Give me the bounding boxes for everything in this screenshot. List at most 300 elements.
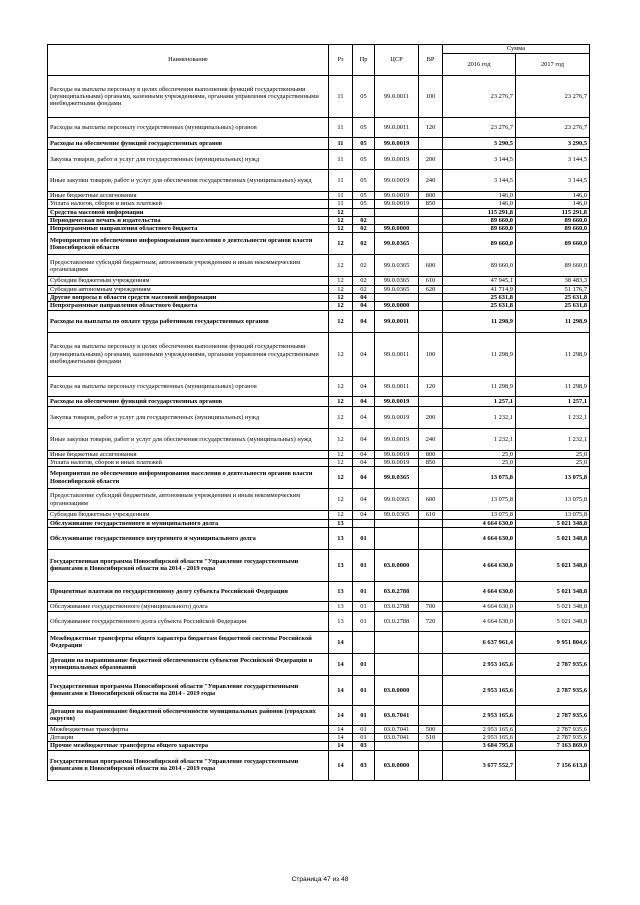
cell-vr: 120 bbox=[419, 376, 443, 396]
cell-v2016: 89 660,0 bbox=[443, 225, 516, 233]
cell-name: Субсидии автономным учреждениям bbox=[48, 285, 329, 293]
cell-csr: 03.0.0000 bbox=[375, 750, 419, 780]
cell-name: Обслуживание государственного (муниципального) долга bbox=[48, 601, 329, 611]
cell-name: Расходы на выплаты персоналу государственных (муниципальных) органов bbox=[48, 376, 329, 396]
cell-name: Дотации на выравнивание бюджетной обеспеченности субъектов Российской Федерации и муниципальных образований bbox=[48, 653, 329, 675]
cell-name: Расходы на выплаты персоналу государственных (муниципальных) органов bbox=[48, 118, 329, 138]
cell-rz: 11 bbox=[329, 150, 353, 170]
cell-v2016: 2 953 165,6 bbox=[443, 675, 516, 705]
cell-pr: 01 bbox=[353, 611, 375, 631]
cell-name: Процентные платежи по государственному долгу субъекта Российской Федерации bbox=[48, 581, 329, 601]
cell-v2017: 25 631,8 bbox=[516, 294, 590, 302]
cell-vr: 610 bbox=[419, 511, 443, 519]
cell-pr: 04 bbox=[353, 450, 375, 458]
cell-vr bbox=[419, 581, 443, 601]
cell-rz: 13 bbox=[329, 527, 353, 549]
cell-csr: 99.0.0019 bbox=[375, 428, 419, 450]
table-row bbox=[48, 734, 590, 742]
cell-vr bbox=[419, 527, 443, 549]
table-row bbox=[48, 601, 590, 611]
table-row bbox=[48, 233, 590, 255]
cell-rz: 12 bbox=[329, 277, 353, 285]
cell-name: Обслуживание государственного и муниципального долга bbox=[48, 519, 329, 527]
cell-csr: 99.0.0365 bbox=[375, 489, 419, 511]
cell-vr bbox=[419, 233, 443, 255]
cell-rz: 13 bbox=[329, 549, 353, 581]
header-sum: Сумма bbox=[443, 45, 590, 54]
cell-v2017: 11 298,9 bbox=[516, 376, 590, 396]
cell-pr bbox=[353, 631, 375, 653]
cell-rz: 13 bbox=[329, 601, 353, 611]
table-row bbox=[48, 450, 590, 458]
table-row bbox=[48, 750, 590, 780]
cell-pr: 02 bbox=[353, 285, 375, 293]
table-row bbox=[48, 150, 590, 170]
cell-rz: 12 bbox=[329, 255, 353, 277]
cell-v2016: 4 664 630,0 bbox=[443, 527, 516, 549]
table-row bbox=[48, 76, 590, 118]
cell-v2017: 89 660,0 bbox=[516, 255, 590, 277]
cell-v2016: 25,0 bbox=[443, 450, 516, 458]
cell-name: Предоставление субсидий бюджетным, автономным учреждениям и иным некоммерческим организациям bbox=[48, 255, 329, 277]
cell-csr bbox=[375, 208, 419, 216]
cell-csr bbox=[375, 631, 419, 653]
cell-name: Дотации bbox=[48, 734, 329, 742]
budget-table bbox=[47, 44, 590, 781]
cell-name: Субсидии бюджетным учреждениям bbox=[48, 511, 329, 519]
cell-vr: 510 bbox=[419, 734, 443, 742]
cell-csr: 99.0.0019 bbox=[375, 170, 419, 192]
cell-vr: 240 bbox=[419, 428, 443, 450]
cell-v2016: 146,0 bbox=[443, 192, 516, 200]
cell-name: Мероприятия по обеспечению информирования населения о деятельности органов власти Новосибирской области bbox=[48, 233, 329, 255]
cell-csr: 99.0.0019 bbox=[375, 192, 419, 200]
cell-v2016: 2 953 165,6 bbox=[443, 725, 516, 733]
cell-vr bbox=[419, 208, 443, 216]
cell-name: Государственная программа Новосибирской области "Управление государственными финансами в Новосибирской области на 2014 - 2019 годы bbox=[48, 549, 329, 581]
cell-pr: 04 bbox=[353, 428, 375, 450]
cell-v2016: 3 290,5 bbox=[443, 138, 516, 150]
cell-csr: 03.0.2788 bbox=[375, 611, 419, 631]
cell-csr bbox=[375, 742, 419, 750]
cell-csr: 99.0.0011 bbox=[375, 376, 419, 396]
table-row bbox=[48, 332, 590, 376]
cell-rz: 14 bbox=[329, 742, 353, 750]
table-row bbox=[48, 527, 590, 549]
page-number: Страница 47 из 48 bbox=[291, 876, 349, 883]
table-row bbox=[48, 611, 590, 631]
cell-name: Периодическая печать и издательства bbox=[48, 216, 329, 224]
cell-name: Иные закупки товаров, работ и услуг для обеспечения государственных (муниципальных) нужд bbox=[48, 170, 329, 192]
cell-vr: 600 bbox=[419, 255, 443, 277]
cell-csr: 99.0.0019 bbox=[375, 138, 419, 150]
cell-pr: 01 bbox=[353, 581, 375, 601]
cell-v2017: 38 483,3 bbox=[516, 277, 590, 285]
cell-v2016: 25,0 bbox=[443, 458, 516, 466]
header-name: Наименование bbox=[48, 45, 329, 76]
table-row bbox=[48, 225, 590, 233]
cell-vr bbox=[419, 653, 443, 675]
cell-vr: 600 bbox=[419, 489, 443, 511]
table-row bbox=[48, 285, 590, 293]
cell-pr: 04 bbox=[353, 489, 375, 511]
cell-vr bbox=[419, 138, 443, 150]
cell-csr: 03.0.7041 bbox=[375, 705, 419, 725]
cell-rz: 12 bbox=[329, 285, 353, 293]
cell-pr: 04 bbox=[353, 511, 375, 519]
cell-csr: 99.0.0019 bbox=[375, 458, 419, 466]
header-vr: ВР bbox=[419, 45, 443, 76]
cell-v2017: 146,0 bbox=[516, 192, 590, 200]
cell-v2017: 13 075,8 bbox=[516, 467, 590, 489]
cell-rz: 13 bbox=[329, 581, 353, 601]
cell-v2016: 11 298,9 bbox=[443, 376, 516, 396]
table-row bbox=[48, 294, 590, 302]
table-row bbox=[48, 255, 590, 277]
cell-rz: 14 bbox=[329, 750, 353, 780]
header-rz: Рз bbox=[329, 45, 353, 76]
cell-pr bbox=[353, 208, 375, 216]
cell-pr: 05 bbox=[353, 192, 375, 200]
table-row bbox=[48, 200, 590, 208]
cell-vr: 800 bbox=[419, 450, 443, 458]
cell-pr: 03 bbox=[353, 742, 375, 750]
cell-csr: 03.0.2788 bbox=[375, 601, 419, 611]
cell-vr: 720 bbox=[419, 611, 443, 631]
cell-pr: 01 bbox=[353, 675, 375, 705]
cell-v2016: 23 276,7 bbox=[443, 118, 516, 138]
cell-v2017: 11 298,9 bbox=[516, 332, 590, 376]
cell-name: Закупка товаров, работ и услуг для государственных (муниципальных) нужд bbox=[48, 150, 329, 170]
cell-v2016: 1 232,1 bbox=[443, 428, 516, 450]
cell-v2017: 5 021 348,8 bbox=[516, 527, 590, 549]
cell-csr: 99.0.0019 bbox=[375, 396, 419, 406]
table-row bbox=[48, 138, 590, 150]
cell-v2017: 2 787 935,6 bbox=[516, 705, 590, 725]
cell-rz: 13 bbox=[329, 611, 353, 631]
cell-csr: 99.0.0365 bbox=[375, 285, 419, 293]
cell-vr bbox=[419, 549, 443, 581]
cell-rz: 12 bbox=[329, 428, 353, 450]
cell-pr: 02 bbox=[353, 277, 375, 285]
cell-pr: 01 bbox=[353, 549, 375, 581]
cell-v2017: 23 276,7 bbox=[516, 76, 590, 118]
cell-name: Расходы на выплаты по оплате труда работников государственных органов bbox=[48, 310, 329, 332]
cell-v2016: 146,0 bbox=[443, 200, 516, 208]
cell-name: Иные бюджетные ассигнования bbox=[48, 450, 329, 458]
cell-csr: 03.0.7041 bbox=[375, 725, 419, 733]
cell-rz: 11 bbox=[329, 192, 353, 200]
cell-rz: 12 bbox=[329, 302, 353, 310]
cell-pr: 01 bbox=[353, 725, 375, 733]
cell-name: Мероприятия по обеспечению информирования населения о деятельности органов власти Новосибирской области bbox=[48, 467, 329, 489]
cell-pr: 04 bbox=[353, 332, 375, 376]
header-csr: ЦСР bbox=[375, 45, 419, 76]
cell-v2016: 47 945,1 bbox=[443, 277, 516, 285]
cell-v2016: 3 144,5 bbox=[443, 170, 516, 192]
cell-name: Государственная программа Новосибирской области "Управление государственными финансами в Новосибирской области на 2014 - 2019 годы bbox=[48, 750, 329, 780]
cell-csr: 99.0.0000 bbox=[375, 225, 419, 233]
cell-v2017: 3 144,5 bbox=[516, 150, 590, 170]
cell-pr: 04 bbox=[353, 467, 375, 489]
cell-name: Уплата налогов, сборов и иных платежей bbox=[48, 458, 329, 466]
cell-rz: 12 bbox=[329, 208, 353, 216]
cell-v2017: 5 021 348,8 bbox=[516, 601, 590, 611]
cell-pr: 01 bbox=[353, 705, 375, 725]
cell-rz: 12 bbox=[329, 458, 353, 466]
cell-vr bbox=[419, 742, 443, 750]
table-row bbox=[48, 192, 590, 200]
cell-csr: 99.0.0019 bbox=[375, 406, 419, 428]
cell-vr bbox=[419, 216, 443, 224]
cell-name: Другие вопросы в области средств массовой информации bbox=[48, 294, 329, 302]
cell-v2017: 5 021 348,8 bbox=[516, 519, 590, 527]
cell-name: Межбюджетные трансферты общего характера бюджетам бюджетной системы Российской Федерации bbox=[48, 631, 329, 653]
cell-v2016: 11 298,9 bbox=[443, 332, 516, 376]
cell-csr: 03.0.7041 bbox=[375, 734, 419, 742]
cell-csr: 99.0.0019 bbox=[375, 200, 419, 208]
cell-name: Субсидии бюджетным учреждениям bbox=[48, 277, 329, 285]
cell-v2017: 89 660,0 bbox=[516, 233, 590, 255]
cell-pr: 04 bbox=[353, 302, 375, 310]
cell-name: Иные закупки товаров, работ и услуг для обеспечения государственных (муниципальных) нужд bbox=[48, 428, 329, 450]
cell-v2016: 1 232,1 bbox=[443, 406, 516, 428]
cell-pr: 05 bbox=[353, 118, 375, 138]
cell-v2017: 25,0 bbox=[516, 450, 590, 458]
table-row bbox=[48, 376, 590, 396]
table-row bbox=[48, 489, 590, 511]
cell-v2017: 7 163 869,0 bbox=[516, 742, 590, 750]
cell-name: Закупка товаров, работ и услуг для государственных (муниципальных) нужд bbox=[48, 406, 329, 428]
cell-csr: 99.0.0011 bbox=[375, 332, 419, 376]
cell-pr: 01 bbox=[353, 601, 375, 611]
cell-v2016: 89 660,0 bbox=[443, 255, 516, 277]
cell-rz: 12 bbox=[329, 406, 353, 428]
cell-pr: 04 bbox=[353, 310, 375, 332]
cell-vr bbox=[419, 705, 443, 725]
table-row bbox=[48, 458, 590, 466]
cell-name: Обслуживание государственного внутреннего и муниципального долга bbox=[48, 527, 329, 549]
cell-v2017: 1 257,1 bbox=[516, 396, 590, 406]
cell-v2016: 13 075,8 bbox=[443, 511, 516, 519]
cell-vr: 100 bbox=[419, 76, 443, 118]
cell-csr: 99.0.0365 bbox=[375, 467, 419, 489]
cell-v2016: 6 637 961,4 bbox=[443, 631, 516, 653]
cell-csr: 99.0.0011 bbox=[375, 118, 419, 138]
cell-v2016: 25 631,8 bbox=[443, 302, 516, 310]
cell-rz: 12 bbox=[329, 376, 353, 396]
cell-v2016: 41 714,9 bbox=[443, 285, 516, 293]
cell-vr: 100 bbox=[419, 332, 443, 376]
cell-name: Межбюджетные трансферты bbox=[48, 725, 329, 733]
cell-v2017: 3 290,5 bbox=[516, 138, 590, 150]
cell-vr bbox=[419, 631, 443, 653]
table-row bbox=[48, 277, 590, 285]
cell-v2017: 23 276,7 bbox=[516, 118, 590, 138]
cell-v2017: 2 787 935,6 bbox=[516, 725, 590, 733]
cell-csr bbox=[375, 653, 419, 675]
cell-v2016: 2 953 165,6 bbox=[443, 734, 516, 742]
cell-v2016: 2 953 165,6 bbox=[443, 653, 516, 675]
cell-rz: 14 bbox=[329, 631, 353, 653]
cell-rz: 12 bbox=[329, 396, 353, 406]
cell-vr bbox=[419, 294, 443, 302]
cell-rz: 14 bbox=[329, 725, 353, 733]
cell-pr: 02 bbox=[353, 233, 375, 255]
table-row bbox=[48, 428, 590, 450]
header-year-2016: 2016 год bbox=[443, 54, 516, 76]
cell-pr: 04 bbox=[353, 406, 375, 428]
table-row bbox=[48, 170, 590, 192]
table-row bbox=[48, 742, 590, 750]
table-row bbox=[48, 396, 590, 406]
cell-name: Расходы на обеспечение функций государственных органов bbox=[48, 396, 329, 406]
cell-vr bbox=[419, 302, 443, 310]
cell-rz: 12 bbox=[329, 450, 353, 458]
cell-v2016: 3 684 795,8 bbox=[443, 742, 516, 750]
table-row bbox=[48, 581, 590, 601]
cell-vr: 200 bbox=[419, 406, 443, 428]
cell-v2017: 115 291,8 bbox=[516, 208, 590, 216]
cell-vr: 850 bbox=[419, 458, 443, 466]
table-row bbox=[48, 511, 590, 519]
table-row bbox=[48, 216, 590, 224]
cell-v2016: 89 660,0 bbox=[443, 233, 516, 255]
cell-v2017: 25,0 bbox=[516, 458, 590, 466]
cell-pr: 05 bbox=[353, 76, 375, 118]
cell-v2016: 3 144,5 bbox=[443, 150, 516, 170]
cell-pr: 04 bbox=[353, 294, 375, 302]
cell-vr: 610 bbox=[419, 277, 443, 285]
cell-pr: 05 bbox=[353, 138, 375, 150]
cell-v2017: 89 660,0 bbox=[516, 216, 590, 224]
cell-csr: 03.0.0000 bbox=[375, 675, 419, 705]
cell-pr: 04 bbox=[353, 376, 375, 396]
cell-v2017: 2 787 935,6 bbox=[516, 653, 590, 675]
cell-vr bbox=[419, 310, 443, 332]
cell-v2017: 11 298,9 bbox=[516, 310, 590, 332]
cell-vr: 850 bbox=[419, 200, 443, 208]
cell-v2017: 146,0 bbox=[516, 200, 590, 208]
cell-pr: 01 bbox=[353, 527, 375, 549]
cell-vr: 200 bbox=[419, 150, 443, 170]
cell-name: Иные бюджетные ассигнования bbox=[48, 192, 329, 200]
cell-pr: 05 bbox=[353, 150, 375, 170]
cell-v2016: 1 257,1 bbox=[443, 396, 516, 406]
cell-rz: 12 bbox=[329, 310, 353, 332]
table-row bbox=[48, 549, 590, 581]
table-row bbox=[48, 118, 590, 138]
cell-pr: 02 bbox=[353, 216, 375, 224]
cell-vr bbox=[419, 467, 443, 489]
table-row bbox=[48, 208, 590, 216]
cell-csr: 99.0.0365 bbox=[375, 233, 419, 255]
header-pr: Пр bbox=[353, 45, 375, 76]
cell-v2017: 13 075,8 bbox=[516, 489, 590, 511]
cell-v2017: 13 075,8 bbox=[516, 511, 590, 519]
cell-vr bbox=[419, 396, 443, 406]
table-body bbox=[48, 76, 590, 781]
cell-v2017: 2 787 935,6 bbox=[516, 675, 590, 705]
cell-name: Расходы на обеспечение функций государственных органов bbox=[48, 138, 329, 150]
cell-rz: 14 bbox=[329, 705, 353, 725]
table-row bbox=[48, 705, 590, 725]
cell-vr: 500 bbox=[419, 725, 443, 733]
cell-name: Средства массовой информации bbox=[48, 208, 329, 216]
cell-rz: 11 bbox=[329, 200, 353, 208]
table-header bbox=[48, 45, 590, 76]
cell-v2017: 1 232,1 bbox=[516, 406, 590, 428]
cell-pr: 02 bbox=[353, 225, 375, 233]
cell-vr: 120 bbox=[419, 118, 443, 138]
cell-name: Расходы на выплаты персоналу в целях обеспечения выполнения функций государственными (муниципальными) органами, казенными учреждениями, органами управления государственными внебюджетными фондами bbox=[48, 332, 329, 376]
cell-v2016: 2 953 165,6 bbox=[443, 705, 516, 725]
cell-csr bbox=[375, 216, 419, 224]
cell-rz: 14 bbox=[329, 734, 353, 742]
cell-rz: 12 bbox=[329, 332, 353, 376]
cell-v2017: 25 631,8 bbox=[516, 302, 590, 310]
cell-csr: 99.0.0365 bbox=[375, 255, 419, 277]
cell-v2016: 4 664 630,0 bbox=[443, 611, 516, 631]
cell-v2017: 3 144,5 bbox=[516, 170, 590, 192]
cell-rz: 12 bbox=[329, 467, 353, 489]
cell-csr: 03.0.2788 bbox=[375, 581, 419, 601]
cell-rz: 12 bbox=[329, 511, 353, 519]
cell-vr: 700 bbox=[419, 601, 443, 611]
table-row bbox=[48, 310, 590, 332]
cell-vr bbox=[419, 519, 443, 527]
cell-rz: 13 bbox=[329, 519, 353, 527]
cell-vr bbox=[419, 675, 443, 705]
cell-rz: 14 bbox=[329, 675, 353, 705]
cell-v2016: 3 677 552,7 bbox=[443, 750, 516, 780]
cell-rz: 11 bbox=[329, 118, 353, 138]
cell-v2016: 4 664 630,0 bbox=[443, 601, 516, 611]
cell-rz: 12 bbox=[329, 216, 353, 224]
table-row bbox=[48, 519, 590, 527]
cell-v2016: 4 664 630,0 bbox=[443, 549, 516, 581]
cell-csr: 03.0.0000 bbox=[375, 549, 419, 581]
cell-v2017: 51 176,7 bbox=[516, 285, 590, 293]
cell-pr: 01 bbox=[353, 734, 375, 742]
cell-v2016: 4 664 630,0 bbox=[443, 581, 516, 601]
cell-rz: 12 bbox=[329, 294, 353, 302]
table-row bbox=[48, 653, 590, 675]
cell-pr: 05 bbox=[353, 200, 375, 208]
table-row bbox=[48, 631, 590, 653]
table-row bbox=[48, 675, 590, 705]
cell-csr: 99.0.0011 bbox=[375, 310, 419, 332]
cell-v2017: 2 787 935,6 bbox=[516, 734, 590, 742]
cell-csr: 99.0.0365 bbox=[375, 277, 419, 285]
cell-name: Расходы на выплаты персоналу в целях обеспечения выполнения функций государственными (муниципальными) органами, казенными учреждениями, органами управления государственными внебюджетными фондами bbox=[48, 76, 329, 118]
cell-name: Уплата налогов, сборов и иных платежей bbox=[48, 200, 329, 208]
cell-pr: 01 bbox=[353, 653, 375, 675]
cell-v2016: 13 075,8 bbox=[443, 489, 516, 511]
cell-v2016: 4 664 630,0 bbox=[443, 519, 516, 527]
cell-rz: 12 bbox=[329, 233, 353, 255]
cell-v2017: 5 021 348,8 bbox=[516, 581, 590, 601]
cell-vr: 240 bbox=[419, 170, 443, 192]
table-row bbox=[48, 302, 590, 310]
cell-v2017: 1 232,1 bbox=[516, 428, 590, 450]
cell-rz: 11 bbox=[329, 170, 353, 192]
cell-v2017: 7 156 613,8 bbox=[516, 750, 590, 780]
cell-rz: 12 bbox=[329, 225, 353, 233]
cell-vr bbox=[419, 750, 443, 780]
cell-csr: 99.0.0019 bbox=[375, 150, 419, 170]
cell-v2016: 115 291,8 bbox=[443, 208, 516, 216]
